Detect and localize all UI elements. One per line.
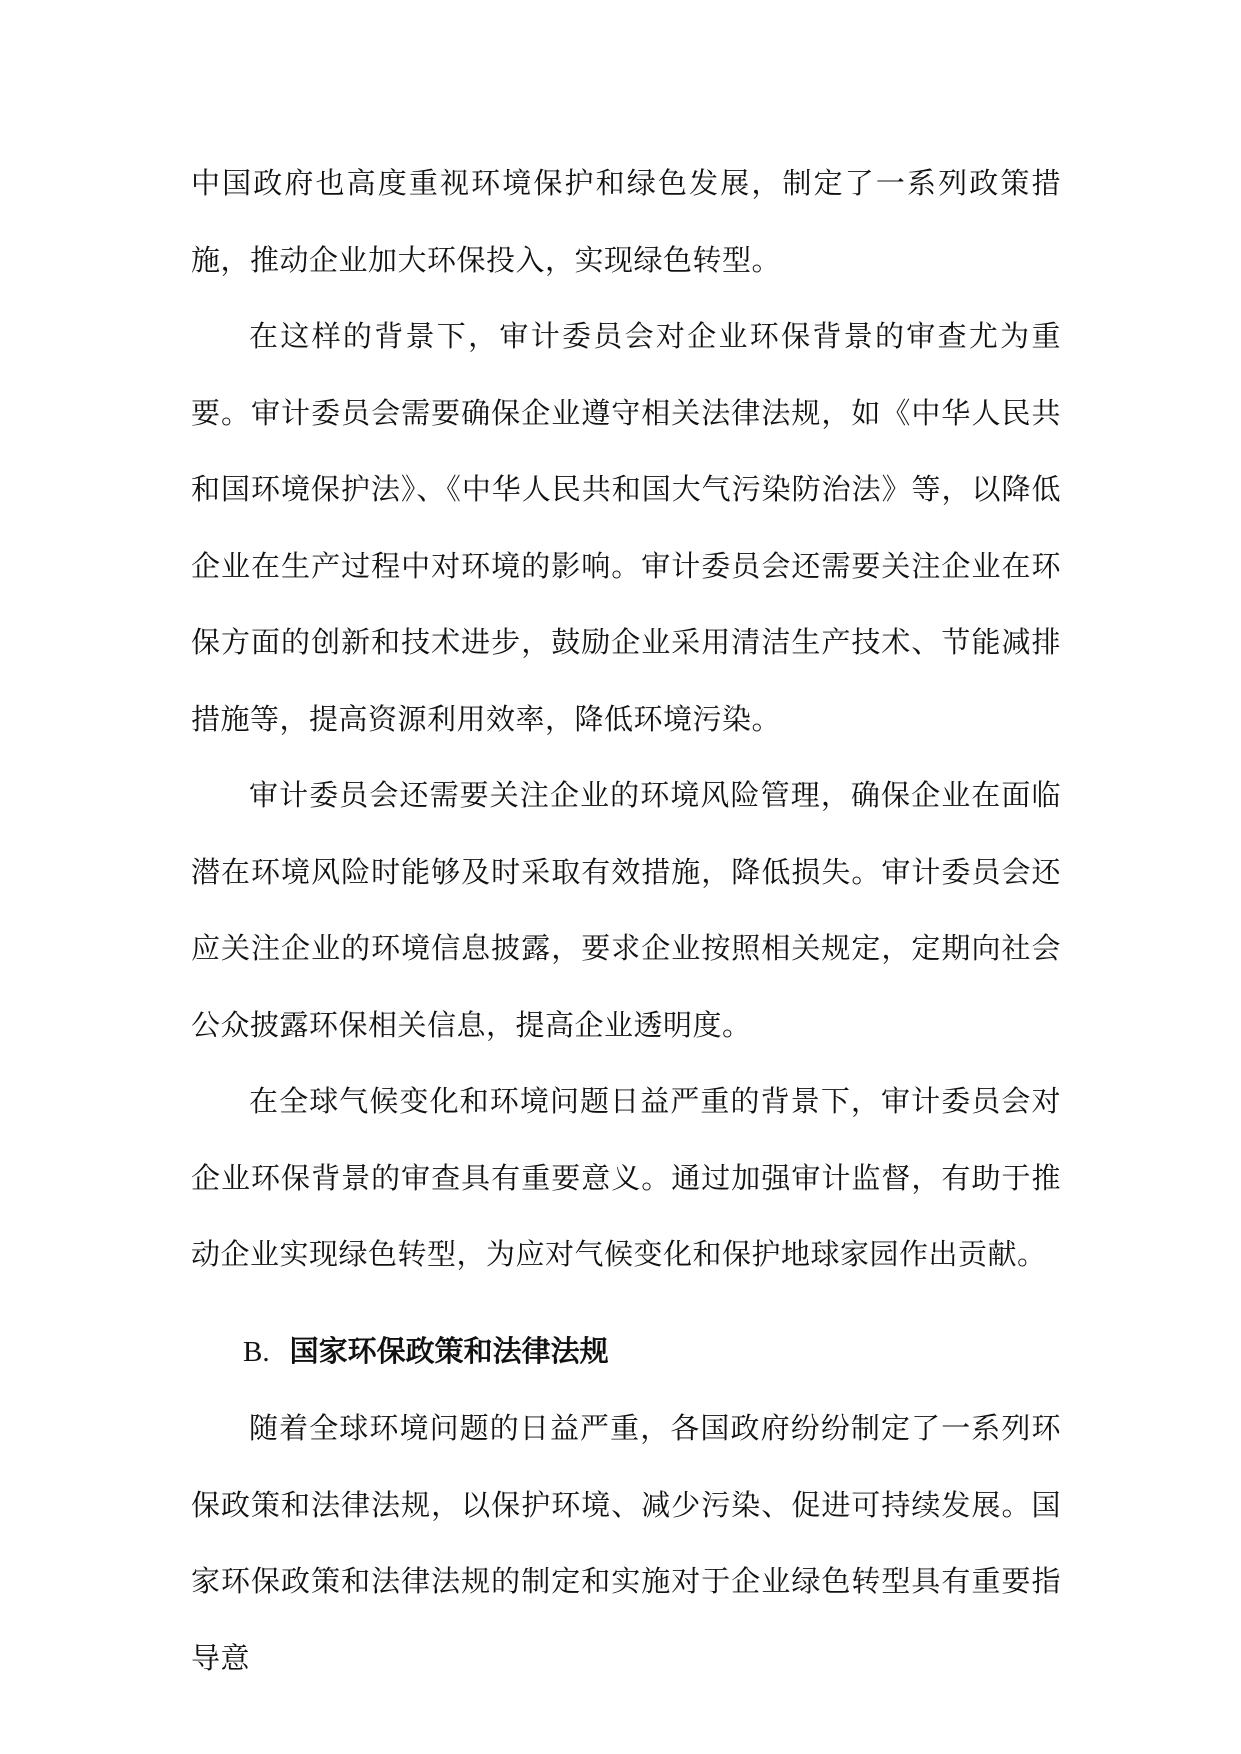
paragraph-2: 在这样的背景下，审计委员会对企业环保背景的审查尤为重要。审计委员会需要确保企业遵守相关法律法规，如《中华人民共和国环境保护法》、《中华人民共和国大气污染防治法》等，以降低企业在生产过程中对环境的影响。审计委员会还需要关注企业在环保方面的创新和技术进步，鼓励企业采用清洁生产技术、节能减排措施等，提高资源利用效率，降低环境污染。 [191, 319, 1061, 736]
paragraph-3: 审计委员会还需要关注企业的环境风险管理，确保企业在面临潜在环境风险时能够及时采取有效措施，降低损失。审计委员会还应关注企业的环境信息披露，要求企业按照相关规定，定期向社会公众披露环保相关信息，提高企业透明度。 [191, 778, 1061, 1042]
section-heading [191, 1313, 1061, 1391]
body-text [191, 145, 1061, 1696]
paragraph-1: 中国政府也高度重视环境保护和绿色发展，制定了一系列政策措施，推动企业加大环保投入，实现绿色转型。 [191, 166, 1061, 277]
paragraph-5: 随着全球环境问题的日益严重，各国政府纷纷制定了一系列环保政策和法律法规，以保护环境、减少污染、促进可持续发展。国家环保政策和法律法规的制定和实施对于企业绿色转型具有重要指导意 [191, 1411, 1061, 1675]
section-label: B. [243, 1335, 270, 1368]
section-title: 国家环保政策和法律法规 [289, 1333, 609, 1368]
paragraph-4: 在全球气候变化和环境问题日益严重的背景下，审计委员会对企业环保背景的审查具有重要意义。通过加强审计监督，有助于推动企业实现绿色转型，为应对气候变化和保护地球家园作出贡献。 [191, 1084, 1061, 1271]
